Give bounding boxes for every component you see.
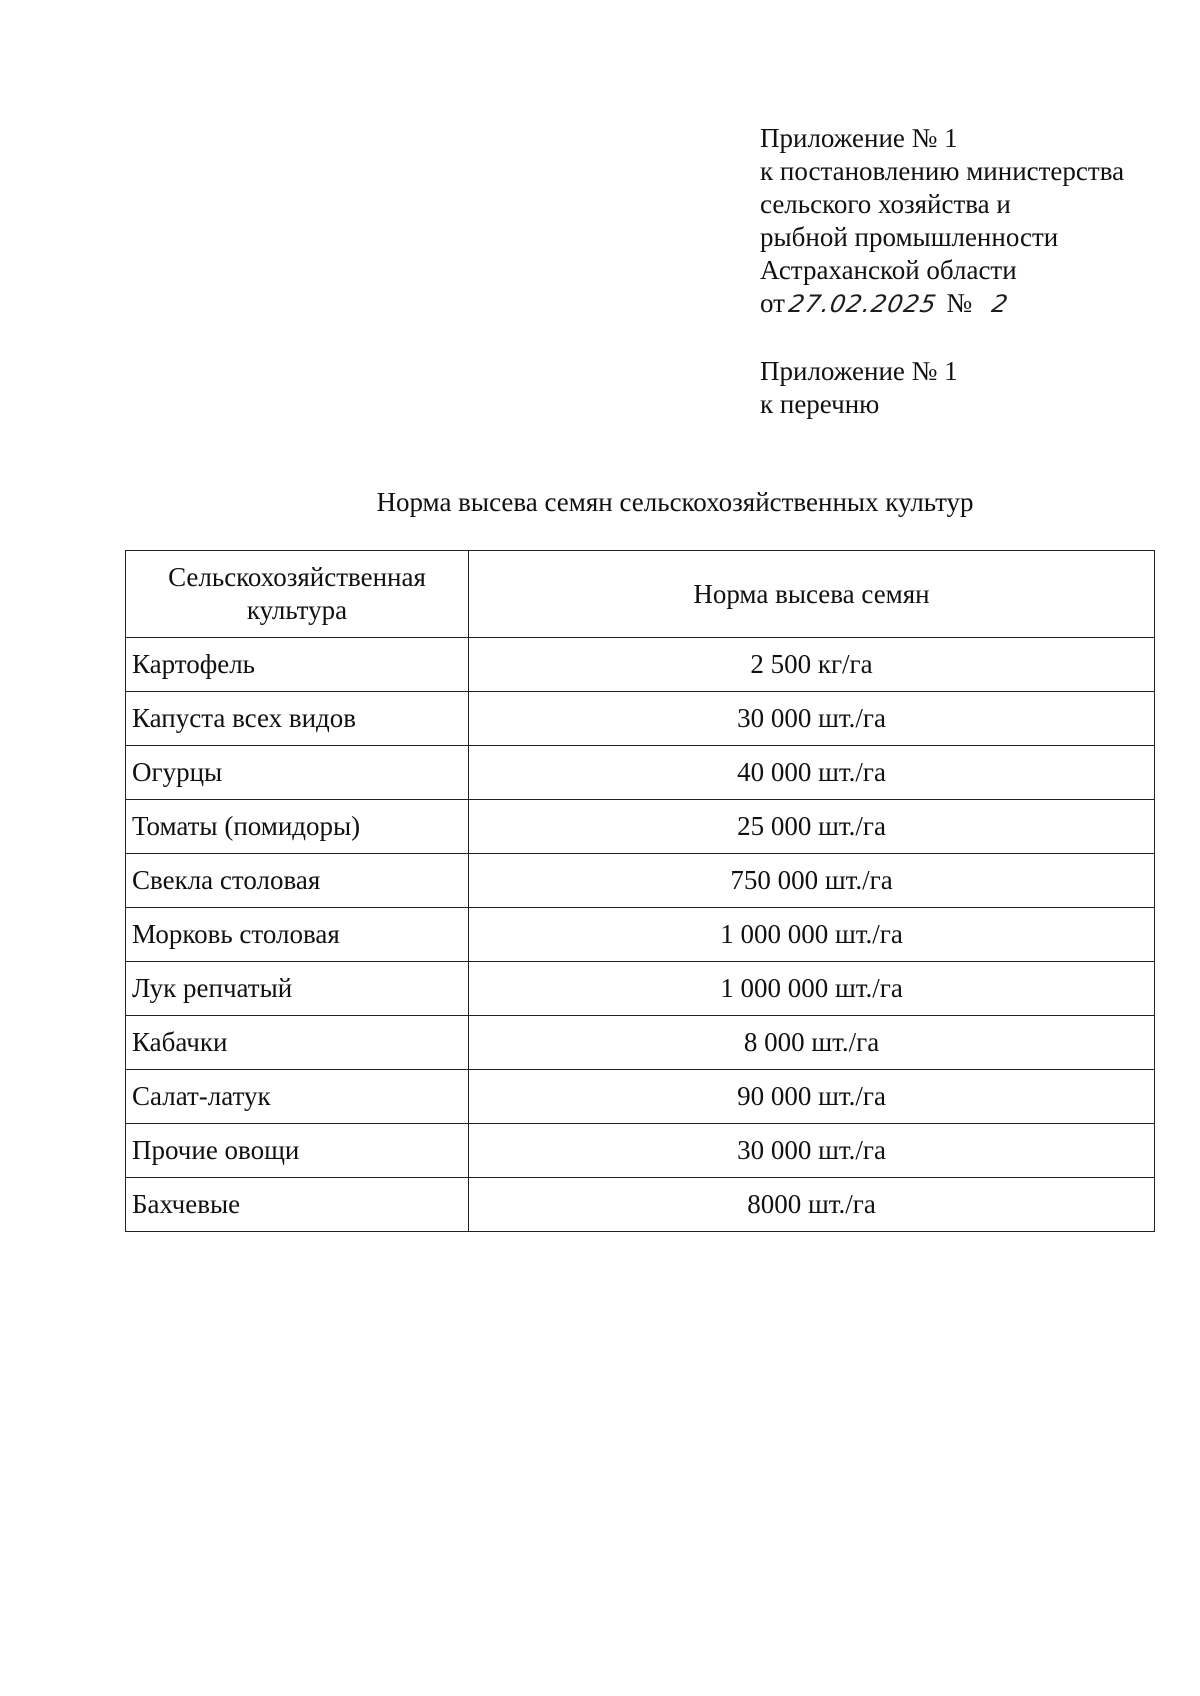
table-row: [126, 962, 1155, 1016]
norm-cell: 90 000 шт./га: [469, 1070, 1155, 1124]
appendix-reference: [760, 355, 958, 421]
number-prefix: №: [946, 288, 973, 318]
appendix-line: Приложение № 1: [760, 356, 958, 386]
norm-cell: 2 500 кг/га: [469, 638, 1155, 692]
table-row: [126, 1124, 1155, 1178]
appendix-line: к перечню: [760, 389, 880, 419]
culture-cell: Морковь столовая: [126, 908, 469, 962]
column-header-norm: Норма высева семян: [469, 551, 1155, 638]
culture-cell: Бахчевые: [126, 1178, 469, 1232]
header-line: Приложение № 1: [760, 123, 958, 153]
norm-cell: 750 000 шт./га: [469, 854, 1155, 908]
date-number-line: [760, 287, 1124, 321]
handwritten-date: 27.02.2025: [786, 290, 939, 318]
table-header-row: [126, 551, 1155, 638]
culture-cell: Салат-латук: [126, 1070, 469, 1124]
culture-cell: Капуста всех видов: [126, 692, 469, 746]
norm-cell: 1 000 000 шт./га: [469, 962, 1155, 1016]
seeding-norms-table: [125, 550, 1155, 1232]
column-header-culture: Сельскохозяйственная культура: [126, 551, 469, 638]
table-row: [126, 1178, 1155, 1232]
table-row: [126, 1016, 1155, 1070]
norm-cell: 30 000 шт./га: [469, 692, 1155, 746]
norm-cell: 8 000 шт./га: [469, 1016, 1155, 1070]
table-row: [126, 854, 1155, 908]
norm-cell: 30 000 шт./га: [469, 1124, 1155, 1178]
culture-cell: Кабачки: [126, 1016, 469, 1070]
table-row: [126, 692, 1155, 746]
header-line: сельского хозяйства и: [760, 189, 1011, 219]
handwritten-number: 2: [989, 290, 1011, 318]
header-line: Астраханской области: [760, 255, 1017, 285]
norm-cell: 1 000 000 шт./га: [469, 908, 1155, 962]
culture-cell: Картофель: [126, 638, 469, 692]
norm-cell: 25 000 шт./га: [469, 800, 1155, 854]
table-row: [126, 1070, 1155, 1124]
document-header: [760, 122, 1124, 321]
culture-cell: Свекла столовая: [126, 854, 469, 908]
culture-cell: Томаты (помидоры): [126, 800, 469, 854]
table-row: [126, 638, 1155, 692]
table-row: [126, 746, 1155, 800]
header-line: рыбной промышленности: [760, 222, 1059, 252]
culture-cell: Прочие овощи: [126, 1124, 469, 1178]
document-title: Норма высева семян сельскохозяйственных культур: [376, 487, 974, 517]
norm-cell: 40 000 шт./га: [469, 746, 1155, 800]
culture-cell: Лук репчатый: [126, 962, 469, 1016]
header-line: к постановлению министерства: [760, 156, 1125, 186]
table-row: [126, 908, 1155, 962]
norm-cell: 8000 шт./га: [469, 1178, 1155, 1232]
culture-cell: Огурцы: [126, 746, 469, 800]
date-prefix: от: [760, 288, 785, 318]
table-row: [126, 800, 1155, 854]
